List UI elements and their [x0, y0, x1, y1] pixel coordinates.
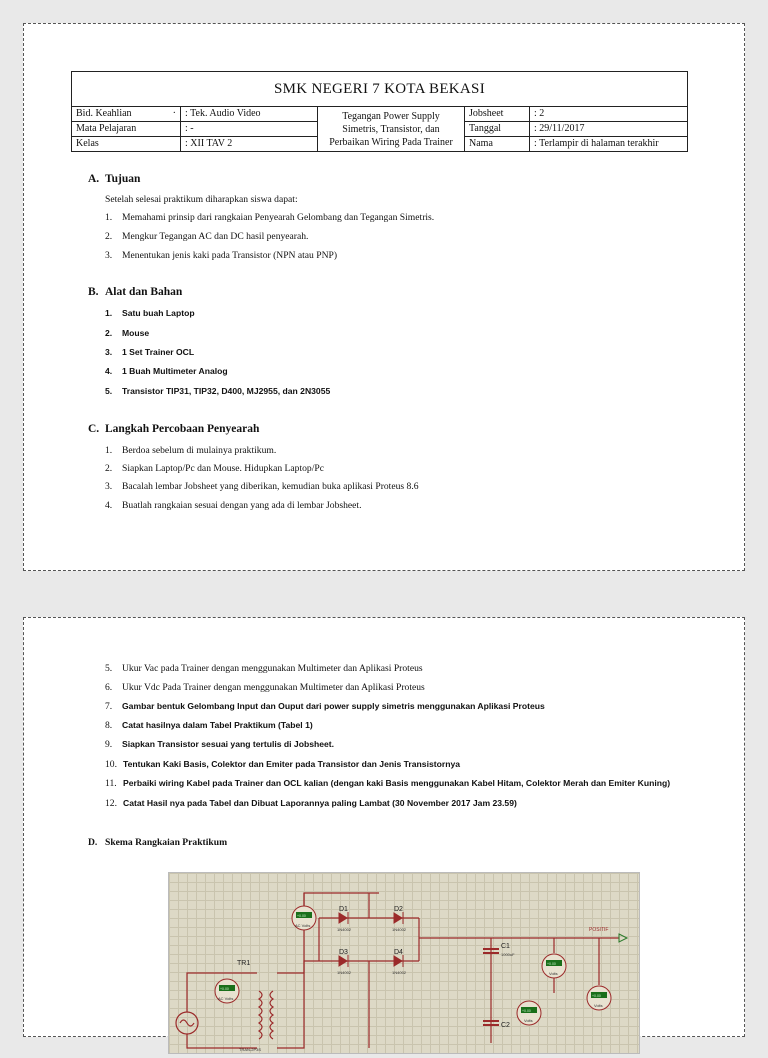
d3-label: D3: [339, 949, 348, 956]
list-item: 5. Transistor TIP31, TIP32, D400, MJ2955, dan 2N3055: [105, 386, 331, 396]
list-item: 10. Tentukan Kaki Basis, Colektor dan Emiter pada Transistor dan Jenis Transistornya: [105, 759, 461, 770]
header-label: Mata Pelajaran: [72, 122, 181, 137]
tr-label: TR1: [237, 960, 251, 967]
meter-reading: +0.00: [592, 994, 601, 998]
list-item: 9. Siapkan Transistor sesuai yang tertulis di Jobsheet.: [105, 739, 335, 750]
d4-label: D4: [394, 949, 403, 956]
schematic-drawing: [169, 873, 639, 1053]
header-label: Kelas: [72, 137, 181, 152]
diode-part-label: 1N4002: [392, 970, 407, 975]
list-item: 2. Mengkur Tegangan AC dan DC hasil penyearah.: [105, 231, 309, 242]
circuit-schematic: [168, 872, 640, 1054]
topic-line: Perbaikan Wiring Pada Trainer: [329, 136, 453, 148]
list-item: 4. Buatlah rangkaian sesuai dengan yang ada di lembar Jobsheet.: [105, 500, 362, 511]
meter-reading: +0.00: [547, 962, 556, 966]
header-table: [71, 71, 688, 152]
header-val: : Terlampir di halaman terakhir: [530, 137, 688, 152]
ac-wave-symbol: [180, 1020, 194, 1026]
diode-part-label: 1N4002: [337, 970, 352, 975]
transformer-part: TRAN-2P3S: [239, 1047, 262, 1052]
list-item: 4. 1 Buah Multimeter Analog: [105, 366, 228, 376]
positive-label: POSITIF: [589, 927, 609, 933]
meter-label: AC Volts: [295, 923, 311, 928]
d1-label: D1: [339, 906, 348, 913]
list-item: 5. Ukur Vac pada Trainer dengan menggunakan Multimeter dan Aplikasi Proteus: [105, 663, 423, 674]
header-key: Jobsheet: [465, 107, 530, 122]
section-c-heading: C. Langkah Percobaan Penyearah: [88, 423, 260, 435]
header-val: : 29/11/2017: [530, 122, 688, 137]
header-sep: ·: [172, 108, 176, 119]
list-item: 8. Catat hasilnya dalam Tabel Praktikum (Tabel 1): [105, 720, 313, 731]
topic-line: Simetris, Transistor, dan: [342, 123, 440, 135]
list-item: 3. Menentukan jenis kaki pada Transistor (NPN atau PNP): [105, 250, 338, 261]
list-item: 3. 1 Set Trainer OCL: [105, 347, 195, 357]
header-val: : 2: [530, 107, 688, 122]
d2-label: D2: [394, 906, 403, 913]
section-a-heading: A. Tujuan: [88, 173, 141, 185]
diode-part-label: 1N4002: [392, 927, 407, 932]
list-item: 1. Berdoa sebelum di mulainya praktikum.: [105, 445, 277, 456]
list-item: 12. Catat Hasil nya pada Tabel dan Dibuat Laporannya paling Lambat (30 November 2017 Jam 23.59): [105, 798, 517, 809]
transformer-primary: [259, 991, 262, 1039]
c1-label: C1: [501, 943, 510, 950]
header-value: : -: [181, 122, 318, 137]
c1-value: 1000uF: [501, 952, 515, 957]
meter-label: AC Volts: [218, 996, 234, 1001]
section-b-heading: B. Alat dan Bahan: [88, 286, 183, 298]
header-value: : XII TAV 2: [181, 137, 318, 152]
list-item: 1. Memahami prinsip dari rangkaian Penyearah Gelombang dan Tegangan Simetris.: [105, 212, 435, 223]
meter-reading: +0.00: [297, 914, 306, 918]
list-item: 6. Ukur Vdc Pada Trainer dengan menggunakan Multimeter dan Aplikasi Proteus: [105, 682, 425, 693]
meter-label: Volts: [594, 1003, 603, 1008]
c2-label: C2: [501, 1022, 510, 1029]
header-value: : Tek. Audio Video: [181, 107, 318, 122]
list-item: 3. Bacalah lembar Jobsheet yang diberikan, kemudian buka aplikasi Proteus 8.6: [105, 481, 419, 492]
topic-line: Tegangan Power Supply: [342, 110, 440, 122]
meter-reading: +0.00: [220, 987, 229, 991]
section-d-heading: D. Skema Rangkaian Praktikum: [88, 837, 228, 848]
page-2: [23, 617, 745, 1052]
meter-label: Volts: [549, 971, 558, 976]
header-label: Bid. Keahlian: [76, 108, 132, 119]
header-key: Tanggal: [465, 122, 530, 137]
list-item: 1. Satu buah Laptop: [105, 308, 195, 318]
page-1: [23, 23, 745, 571]
list-item: 7. Gambar bentuk Gelombang Input dan Ouput dari power supply simetris menggunakan Aplikasi Proteus: [105, 701, 545, 712]
jobsheet-topic: [318, 107, 465, 152]
list-item: 11. Perbaiki wiring Kabel pada Trainer dan OCL kalian (dengan kaki Basis menggunakan Kabel Hitam, Colektor Merah dan Emiter Kuning): [105, 778, 671, 789]
output-terminal: [619, 934, 627, 942]
section-a-intro: Setelah selesai praktikum diharapkan siswa dapat:: [105, 194, 298, 205]
school-title: SMK NEGERI 7 KOTA BEKASI: [72, 72, 688, 107]
list-item: 2. Mouse: [105, 328, 150, 338]
list-item: 2. Siapkan Laptop/Pc dan Mouse. Hidupkan Laptop/Pc: [105, 463, 324, 474]
transformer-secondary: [270, 991, 273, 1039]
diode-part-label: 1N4002: [337, 927, 352, 932]
header-row: [72, 107, 688, 122]
meter-reading: +0.00: [522, 1009, 531, 1013]
header-key: Nama: [465, 137, 530, 152]
meter-label: Volts: [524, 1018, 533, 1023]
